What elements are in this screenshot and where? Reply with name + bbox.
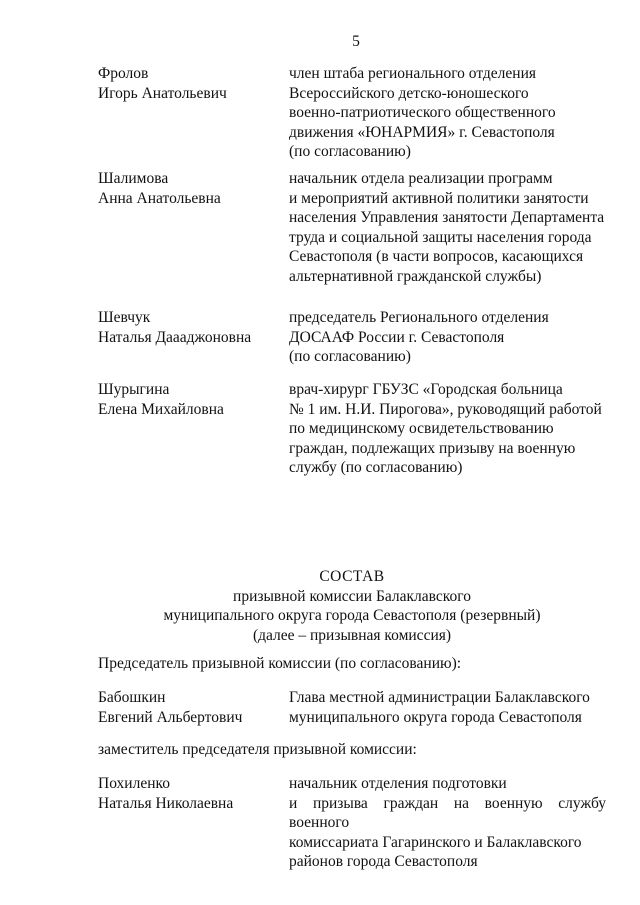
composition-subtitle-line: (далее – призывная комиссия) bbox=[252, 626, 452, 644]
member-role bbox=[289, 64, 606, 162]
deputy-given-names: Наталья Николаевна bbox=[98, 794, 234, 812]
chair-given-names: Евгений Альбертович bbox=[98, 708, 243, 726]
role-line: начальник отдела реализации программ bbox=[289, 170, 553, 187]
role-line: ДОСААФ России г. Севастополя bbox=[289, 328, 505, 346]
role-line: и мероприятий активной политики занятости bbox=[289, 189, 589, 207]
composition-subtitle-line: муниципального округа города Севастополя (резервный) bbox=[163, 607, 541, 624]
chair-label: Председатель призывной комиссии (по согласованию): bbox=[98, 655, 462, 672]
composition-subtitle-line: призывной комиссии Балаклавского bbox=[233, 587, 471, 605]
member-name bbox=[98, 380, 278, 419]
role-line: врач-хирург ГБУЗС «Городская больница bbox=[289, 381, 563, 398]
role-line: населения Управления занятости Департамента bbox=[289, 209, 605, 226]
member-given-names: Наталья Даааджоновна bbox=[98, 328, 252, 346]
role-line: (по согласованию) bbox=[289, 143, 411, 160]
role-line: председатель Регионального отделения bbox=[289, 309, 549, 326]
role-line: Севастополя (в части вопросов, касающихся bbox=[289, 248, 584, 265]
role-line: службу (по согласованию) bbox=[289, 459, 463, 476]
composition-title: СОСТАВ bbox=[319, 568, 385, 585]
member-name bbox=[98, 64, 278, 103]
role-line: Всероссийского детско-юношеского bbox=[289, 84, 529, 102]
deputy-role bbox=[289, 774, 606, 872]
member-role bbox=[289, 380, 606, 478]
role-line: член штаба регионального отделения bbox=[289, 65, 537, 82]
member-surname: Шурыгина bbox=[98, 381, 170, 398]
role-line: районов города Севастополя bbox=[289, 853, 478, 870]
member-name bbox=[98, 308, 278, 347]
member-role bbox=[289, 308, 606, 367]
role-line: граждан, подлежащих призыву на военную bbox=[289, 439, 576, 457]
member-name bbox=[98, 169, 278, 208]
member-given-names: Елена Михайловна bbox=[98, 400, 224, 418]
deputy-label: заместитель председателя призывной комиссии: bbox=[98, 741, 417, 758]
page-number: 5 bbox=[352, 33, 360, 50]
deputy-surname: Похиленко bbox=[98, 775, 171, 792]
role-line: муниципального округа города Севастополя bbox=[289, 708, 582, 726]
role-line: начальник отделения подготовки bbox=[289, 775, 507, 792]
role-line: комиссариата Гагаринского и Балаклавского bbox=[289, 833, 582, 851]
member-surname: Фролов bbox=[98, 65, 149, 82]
role-line: Глава местной администрации Балаклавского bbox=[289, 689, 590, 706]
role-line: № 1 им. Н.И. Пирогова», руководящий работой bbox=[289, 400, 602, 418]
chair-surname: Бабошкин bbox=[98, 689, 166, 706]
role-line: и призыва граждан на военную службу военного bbox=[289, 794, 606, 831]
member-role bbox=[289, 169, 606, 286]
member-given-names: Анна Анатольевна bbox=[98, 189, 221, 207]
member-surname: Шалимова bbox=[98, 170, 169, 187]
role-line: альтернативной гражданской службы) bbox=[289, 267, 542, 285]
member-given-names: Игорь Анатольевич bbox=[98, 84, 227, 102]
chair-name bbox=[98, 688, 278, 727]
role-line: военно-патриотического общественного bbox=[289, 104, 556, 121]
member-surname: Шевчук bbox=[98, 309, 151, 326]
chair-role bbox=[289, 688, 606, 727]
role-line: труда и социальной защиты населения города bbox=[289, 228, 592, 246]
role-line: (по согласованию) bbox=[289, 348, 411, 365]
composition-heading bbox=[98, 567, 606, 645]
role-line: по медицинскому освидетельствованию bbox=[289, 420, 554, 437]
role-line: движения «ЮНАРМИЯ» г. Севастополя bbox=[289, 123, 555, 141]
deputy-name bbox=[98, 774, 278, 813]
